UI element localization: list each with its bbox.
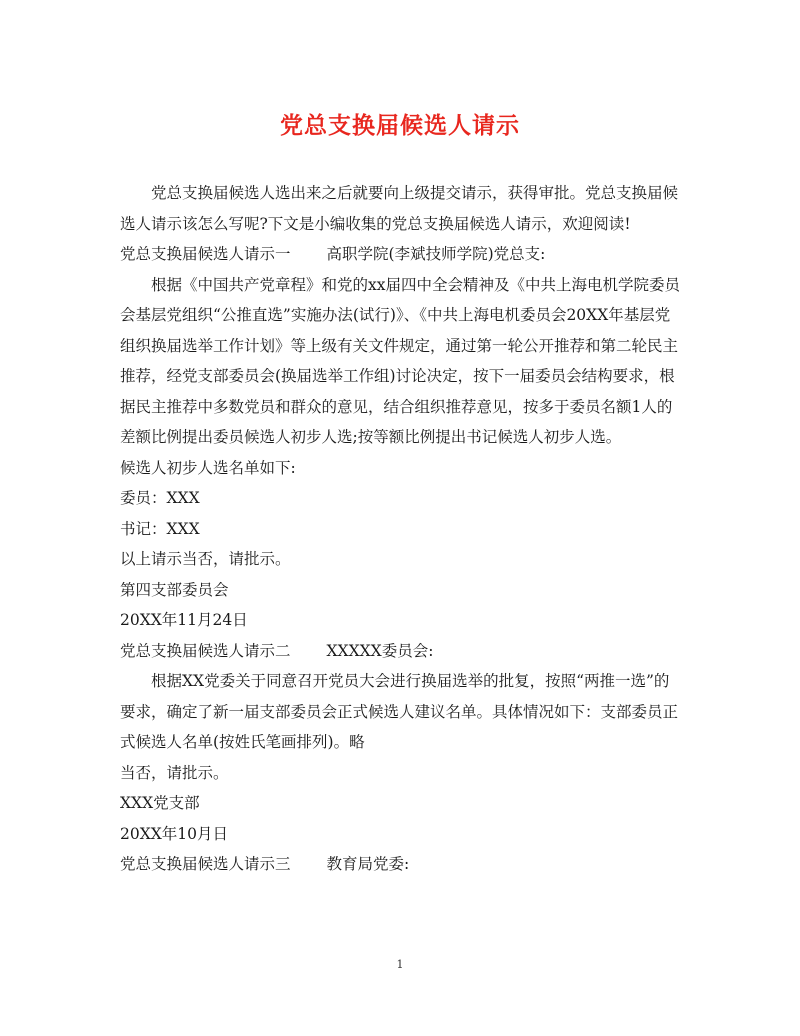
section2-heading: 党总支换届候选人请示二 [120,641,291,660]
page-number: 1 [396,958,404,971]
section2-body: 根据XX党委关于同意召开党员大会进行换届选举的批复，按照“两推一选”的要求，确定了新一届支部委员会正式候选人建议名单。具体情况如下：支部委员正式候选人名单(按姓氏笔画排列)。略 [120,672,679,751]
section1-date: 20XX年11月24日 [120,611,248,629]
section3-addressee: 教育局党委: [326,855,410,873]
section1-heading-line [120,239,684,270]
section2-date: 20XX年10月日 [120,824,229,843]
section1-addressee: 高职学院(李斌技师学院)党总支: [326,245,546,263]
intro-paragraph: 党总支换届候选人选出来之后就要向上级提交请示，获得审批。党总支换届候选人请示该怎么写呢?下文是小编收集的党总支换届候选人请示，欢迎阅读! [120,184,679,233]
section1-list-intro: 候选人初步人选名单如下: [120,458,296,477]
document-title: 党总支换届候选人请示 [280,112,520,139]
section2-heading-line [120,636,684,667]
section1-body: 根据《中国共产党章程》和党的xx届四中全会精神及《中共上海电机学院委员会基层党组织“公推直选”实施办法(试行)》、《中共上海电机委员会20XX年基层党组织换届选举工作计划》等上级有关文件规定，通过第一轮公开推荐和第二轮民主推荐，经党支部委员会(换届选举工作组)讨论决定，按下一届委员会结构要求，根据民主推荐中多数党员和群众的意见，结合组织推荐意见，按多于委员名额1人的差额比例提出委员候选人初步人选;按等额比例提出书记候选人初步人选。 [120,275,680,446]
section1-closing: 以上请示当否，请批示。 [120,550,291,568]
section2-closing: 当否，请批示。 [120,763,229,782]
section1-committee: 委员：XXX [120,489,200,507]
section1-secretary: 书记：XXX [120,519,200,538]
section2-signer: XXX党支部 [120,794,200,812]
section1-heading: 党总支换届候选人请示一 [120,245,291,263]
section3-heading-line [120,849,684,880]
section1-signer: 第四支部委员会 [120,580,229,599]
section2-addressee: XXXXX委员会: [326,641,434,660]
section3-heading: 党总支换届候选人请示三 [120,855,291,873]
document-body [120,178,684,880]
